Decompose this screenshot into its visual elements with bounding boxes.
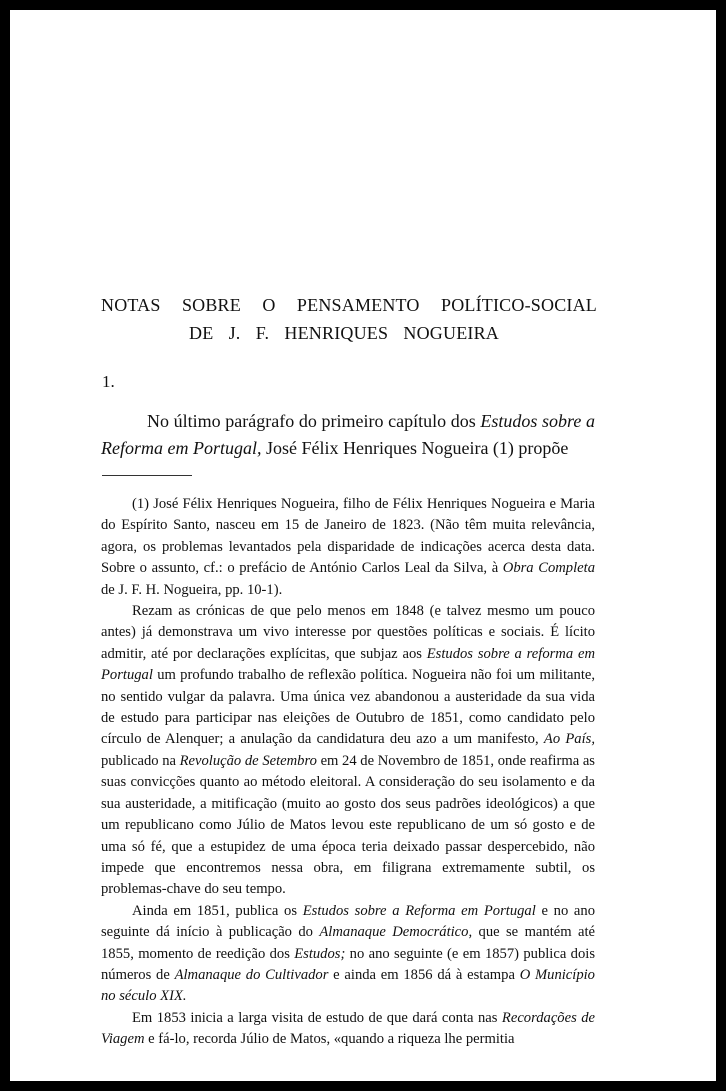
footnotes [101,494,595,1051]
footnote-text: e fá-lo, recorda Júlio de Matos, «quando a riqueza lhe permitia [144,1031,515,1048]
paper-page [10,10,716,1081]
footnote-text: Rezam as crónicas de que pelo menos em 1848 (e talvez mesmo um pouco antes) já demonstrava um vivo interesse por questões políticas e sociais. É lícito admitir, até por declarações explícitas, que subjaz aos [101,603,595,662]
article-title-line-1: NOTAS SOBRE O PENSAMENTO POLÍTICO-SOCIAL [101,295,597,315]
article-title-line-2: DE J. F. HENRIQUES NOGUEIRA [189,323,499,343]
italic-title: Estudos sobre a Reforma em Portugal [302,902,536,919]
italic-title: Revolução de Setembro [179,752,317,769]
body-text-span: José Félix Henriques Nogueira (1) propõe [261,438,569,458]
footnote-text: publicado na [101,752,180,769]
italic-title: Ao País, [543,731,595,748]
section-number: 1. [102,372,115,391]
footnote-text: e no ano seguinte dá início à publicação do [101,902,596,941]
footnote-text: que se mantém até 1855, momento de reedição dos [101,924,595,962]
footnote-paragraph [101,901,595,1008]
italic-title: Almanaque Democrático, [319,924,473,941]
italic-title: Recordações de Viagem [101,1009,595,1048]
footnote-text: Ainda em 1851, publica os [132,902,303,919]
italic-title: Almanaque do Cultivador [174,966,329,983]
body-paragraph [101,408,595,462]
footnote-paragraph [101,601,595,901]
book-title-italic: Estudos sobre a Reforma em Portugal, [101,411,596,458]
footnote-separator [102,475,192,476]
footnote-paragraph [101,494,595,601]
italic-title: Estudos sobre a reforma em Portugal [101,645,595,684]
footnote-text: um profundo trabalho de reflexão política. Nogueira não foi um militante, no sentido vulgar da palavra. Uma única vez abandonou a austeridade da sua vida de estudo para participar nas eleições de Outubro de 1851, como candidato pelo círculo de Alenquer; a anulação da candidatura deu azo a um manifesto, [101,667,595,748]
italic-title: Estudos; [294,945,346,962]
footnote-text: em 24 de Novembro de 1851, onde reafirma as suas convicções quanto ao método eleitoral. A consideração do seu isolamento e da sua austeridade, a mitificação (muito ao gosto dos seus padrões ideológicos) a que um republicano como Júlio de Matos levou este republicano de um só gosto e de uma só fé, que a estupidez de uma época teria deixado passar despercebido, não impede que encontremos nessa obra, em filigrana extremamente subtil, os problemas-chave do seu tempo. [101,752,595,898]
italic-title: O Município no século XIX. [101,966,595,1005]
body-text [101,408,595,462]
footnote-text: (1) José Félix Henriques Nogueira, filho de Félix Henriques Nogueira e Maria do Espírito Santo, nasceu em 15 de Janeiro de 1823. (Não têm muita relevância, agora, os problemas levantados pela disparidade de indicações acerca desta data. Sobre o assunto, cf.: o prefácio de António Carlos Leal da Silva, à [101,496,595,577]
footnote-text: no ano seguinte (e em 1857) publica dois números de [101,945,595,983]
footnote-paragraph [101,1008,595,1051]
italic-title: Obra Completa [502,560,595,577]
body-text-span: No último parágrafo do primeiro capítulo dos [147,411,481,431]
footnote-text: Em 1853 inicia a larga visita de estudo de que dará conta nas [132,1009,502,1026]
footnote-text: e ainda em 1856 dá à estampa [328,966,520,983]
footnote-text: de J. F. H. Nogueira, pp. 10-1). [101,581,283,598]
